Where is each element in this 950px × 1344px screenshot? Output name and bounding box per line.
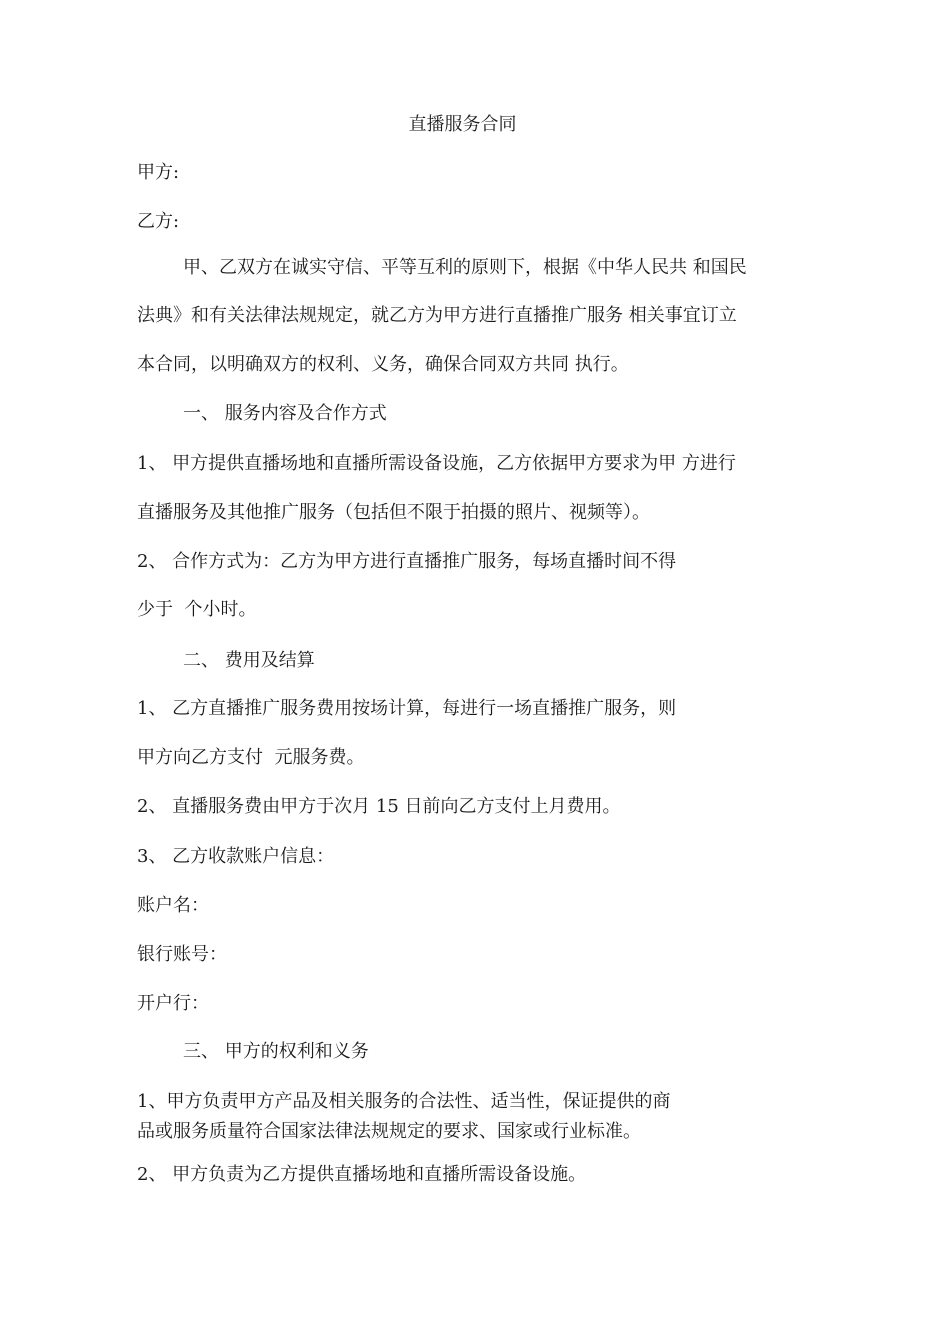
clause-2-3: 3、 乙方收款账户信息： <box>137 846 335 867</box>
section-heading-1: 一、 服务内容及合作方式 <box>183 403 387 424</box>
account-name-line: 账户名： <box>137 895 209 916</box>
clause-1-1-line-1: 1、 甲方提供直播场地和直播所需设备设施，乙方依据甲方要求为甲 方进行 <box>137 453 736 474</box>
clause-1-1-line-2: 直播服务及其他推广服务（包括但不限于拍摄的照片、视频等）。 <box>137 502 650 523</box>
preamble-line-3: 本合同，以明确双方的权利、义务，确保合同双方共同 执行。 <box>137 354 629 375</box>
section-heading-3: 三、 甲方的权利和义务 <box>183 1041 369 1062</box>
clause-3-2: 2、 甲方负责为乙方提供直播场地和直播所需设备设施。 <box>137 1164 587 1185</box>
bank-branch-line: 开户行： <box>137 993 209 1014</box>
clause-1-2-line-1: 2、 合作方式为：乙方为甲方进行直播推广服务，每场直播时间不得 <box>137 551 677 572</box>
clause-2-1-line-2: 甲方向乙方支付 元服务费。 <box>137 747 365 768</box>
clause-2-1-line-1: 1、 乙方直播推广服务费用按场计算，每进行一场直播推广服务，则 <box>137 698 677 719</box>
party-a-line: 甲方: <box>137 162 180 183</box>
bank-account-line: 银行账号： <box>137 944 227 965</box>
preamble-line-2: 法典》和有关法律法规规定，就乙方为甲方进行直播推广服务 相关事宜订立 <box>137 305 737 326</box>
clause-1-2-line-2: 少于 个小时。 <box>137 599 257 620</box>
clause-3-1-line-2: 品或服务质量符合国家法律法规规定的要求、国家或行业标准。 <box>137 1121 641 1142</box>
clause-3-1-line-1: 1、甲方负责甲方产品及相关服务的合法性、适当性，保证提供的商 <box>137 1091 671 1112</box>
party-b-line: 乙方: <box>137 211 180 232</box>
preamble-line-1: 甲、乙双方在诚实守信、平等互利的原则下，根据《中华人民共 和国民 <box>183 257 747 278</box>
section-heading-2: 二、 费用及结算 <box>183 650 315 671</box>
clause-2-2: 2、 直播服务费由甲方于次月 15 日前向乙方支付上月费用。 <box>137 796 621 817</box>
document-title: 直播服务合同 <box>408 114 517 135</box>
